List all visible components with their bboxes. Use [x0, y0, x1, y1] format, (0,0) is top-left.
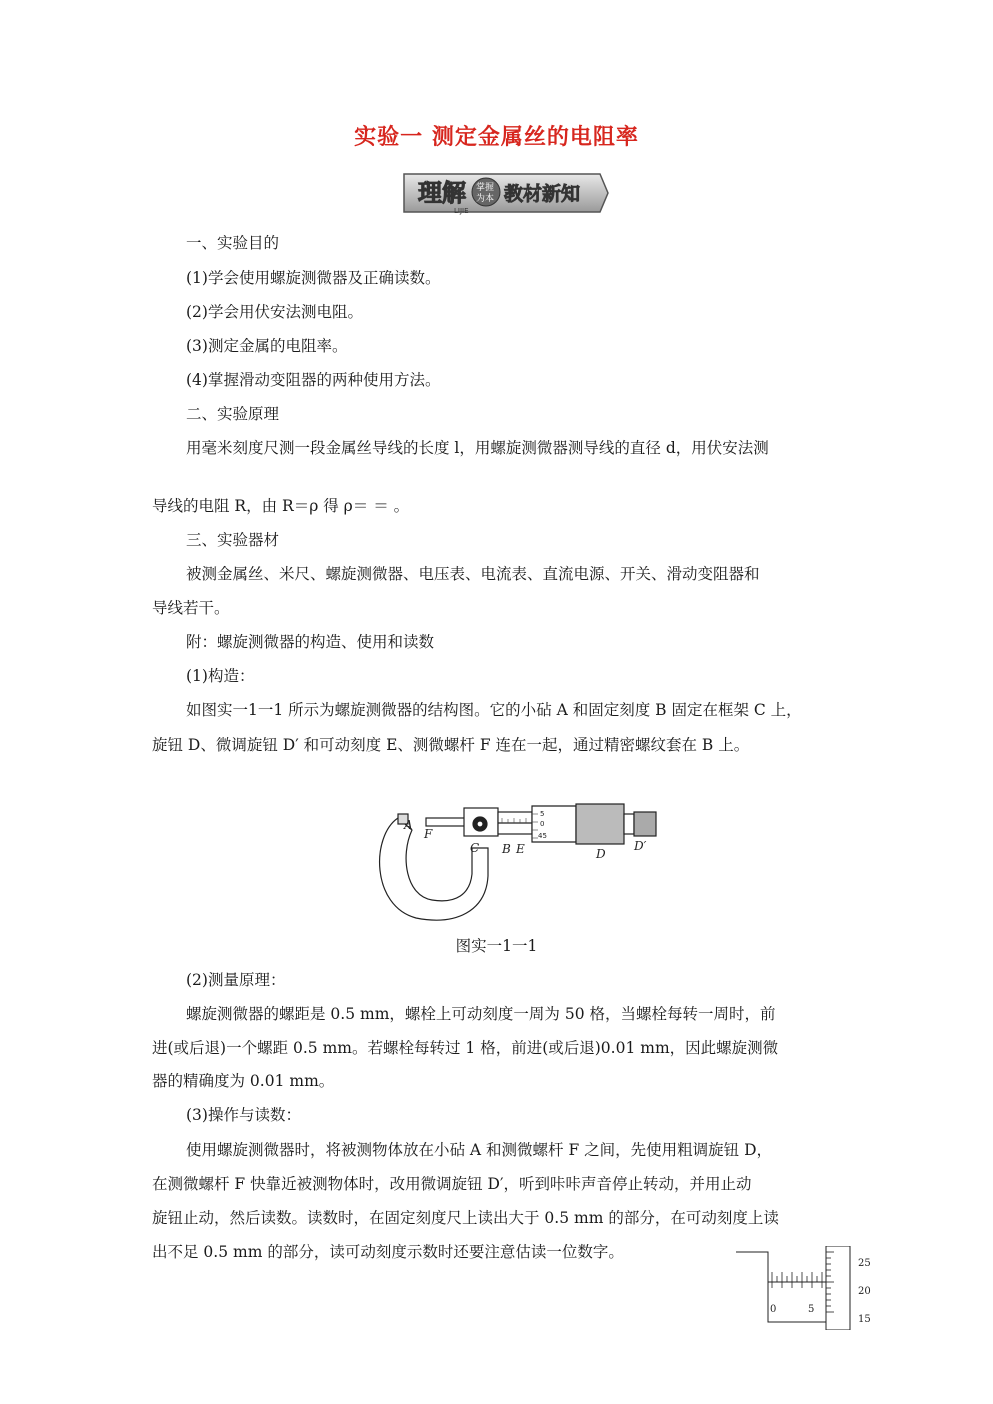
banner-big-right: 教材新知: [504, 183, 581, 205]
svg-text:0: 0: [540, 820, 545, 828]
heading-equipment: 三、实验器材: [186, 531, 280, 549]
purpose-item-1: (1)学会使用螺旋测微器及正确读数。: [186, 269, 441, 287]
figure-caption: 图实一1一1: [455, 937, 538, 955]
svg-text:45: 45: [538, 832, 547, 840]
operation-line-3: 旋钮止动，然后读数。读数时，在固定刻度尺上读出大于 0.5 mm 的部分，在可动刻度上读: [152, 1209, 779, 1227]
svg-text:25: 25: [858, 1258, 871, 1269]
svg-text:0: 0: [770, 1304, 777, 1315]
svg-text:5: 5: [540, 810, 545, 818]
principle-line-1: 用毫米刻度尺测一段金属丝导线的长度 l，用螺旋测微器测导线的直径 d，用伏安法测: [186, 439, 769, 457]
principle2-line-2: 进(或后退)一个螺距 0.5 mm。若螺栓每转过 1 格，前进(或后退)0.01 mm，因此螺旋测微: [152, 1039, 779, 1057]
page-title: 实验一 测定金属丝的电阻率: [354, 124, 639, 150]
operation-line-2: 在测微螺杆 F 快靠近被测物体时，改用微调旋钮 D′，听到咔咔声音停止转动，并用止动: [152, 1175, 752, 1193]
equipment-line-1: 被测金属丝、米尺、螺旋测微器、电压表、电流表、直流电源、开关、滑动变阻器和: [186, 565, 760, 583]
micrometer-reading-diagram: [734, 1246, 884, 1330]
label-f: F: [424, 827, 433, 841]
principle-line-2: 导线的电阻 R，由 R＝ρ 得 ρ＝ ＝ 。: [152, 497, 410, 515]
structure-heading: (1)构造：: [186, 667, 255, 685]
appendix-heading: 附：螺旋测微器的构造、使用和读数: [186, 633, 435, 651]
operation-line-4: 出不足 0.5 mm 的部分，读可动刻度示数时还要注意估读一位数字。: [152, 1243, 624, 1261]
equipment-line-2: 导线若干。: [152, 599, 230, 617]
operation-heading: (3)操作与读数：: [186, 1106, 301, 1124]
label-b: B: [502, 842, 511, 856]
operation-line-1: 使用螺旋测微器时，将被测物体放在小砧 A 和测微螺杆 F 之间，先使用粗调旋钮 D，: [186, 1141, 773, 1159]
svg-text:15: 15: [858, 1314, 871, 1325]
purpose-item-2: (2)学会用伏安法测电阻。: [186, 303, 363, 321]
heading-principle: 二、实验原理: [186, 405, 280, 423]
principle2-heading: (2)测量原理：: [186, 971, 286, 989]
label-c: C: [470, 841, 480, 855]
micrometer-figure: [376, 796, 666, 926]
banner-big-left: 理解: [418, 179, 466, 207]
svg-text:20: 20: [858, 1286, 871, 1297]
svg-text:5: 5: [808, 1304, 815, 1315]
purpose-item-4: (4)掌握滑动变阻器的两种使用方法。: [186, 371, 441, 389]
principle2-line-3: 器的精确度为 0.01 mm。: [152, 1072, 335, 1090]
label-d-prime: D′: [634, 839, 647, 853]
section-banner: [400, 170, 612, 216]
structure-line-1: 如图实一1一1 所示为螺旋测微器的结构图。它的小砧 A 和固定刻度 B 固定在框架 C 上，: [186, 701, 802, 719]
banner-small-bottom: 为本: [476, 194, 495, 204]
heading-purpose: 一、实验目的: [186, 234, 280, 252]
structure-line-2: 旋钮 D、微调旋钮 D′ 和可动刻度 E、测微螺杆 F 连在一起，通过精密螺纹套在 B 上。: [152, 736, 750, 754]
label-a: A: [404, 818, 413, 832]
label-e: E: [516, 842, 525, 856]
principle2-line-1: 螺旋测微器的螺距是 0.5 mm，螺栓上可动刻度一周为 50 格，当螺栓每转一周时，前: [186, 1005, 776, 1023]
banner-pinyin: LIJIE: [454, 207, 469, 215]
purpose-item-3: (3)测定金属的电阻率。: [186, 337, 348, 355]
label-d: D: [596, 847, 606, 861]
banner-small-top: 掌握: [476, 183, 495, 193]
